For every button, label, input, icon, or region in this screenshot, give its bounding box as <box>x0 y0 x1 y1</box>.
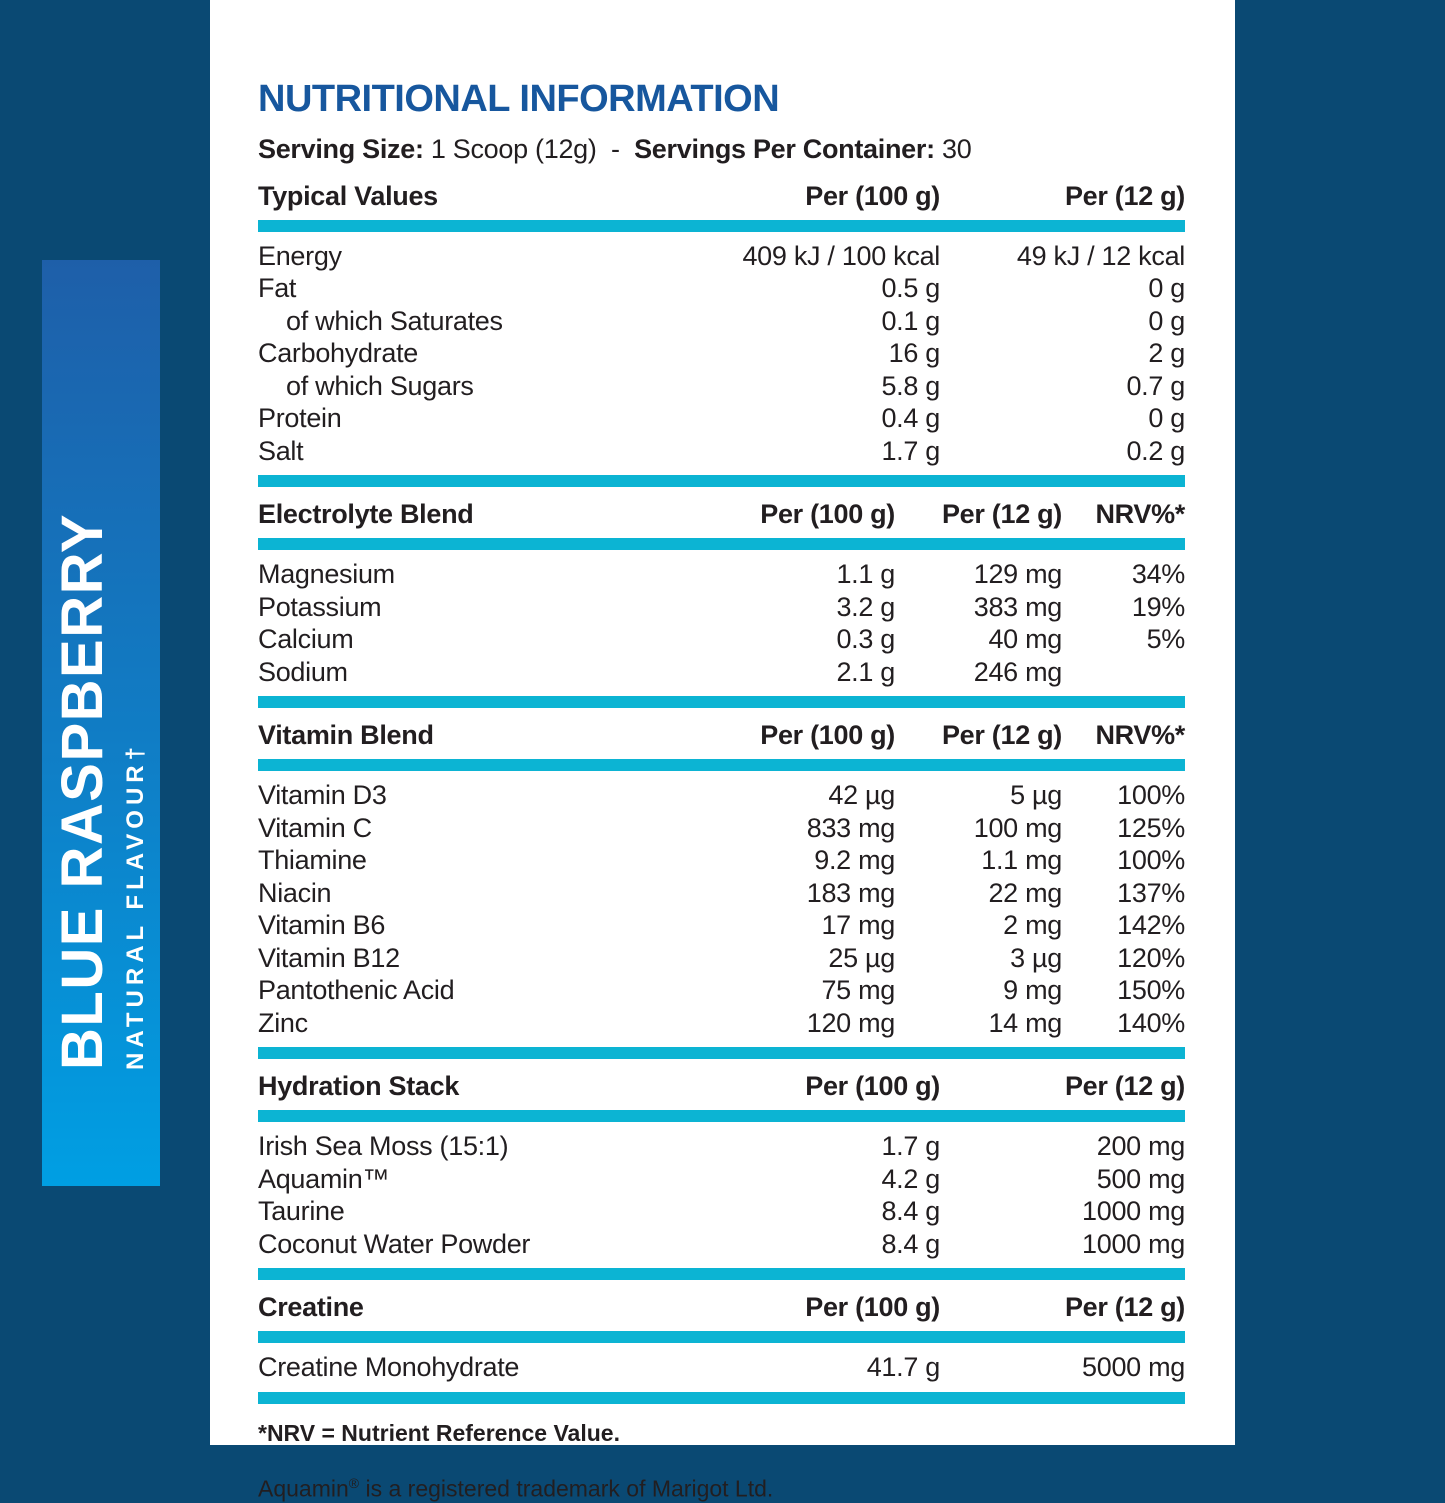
column-header: Per (100 g) <box>760 720 895 751</box>
section-title: Electrolyte Blend <box>258 499 474 530</box>
tables <box>258 169 1185 1404</box>
row-label: Carbohydrate <box>258 338 418 369</box>
row-value: 409 kJ / 100 kcal <box>742 240 940 271</box>
table-row <box>258 877 1185 910</box>
row-value: 1.7 g <box>881 1131 940 1162</box>
section-vitamin-blend <box>258 708 1185 1059</box>
row-value: 200 mg <box>1096 1131 1185 1162</box>
table-row <box>258 370 1185 403</box>
cyan-divider-bar <box>258 759 1185 771</box>
cyan-divider-bar <box>258 1110 1185 1122</box>
row-value: 8.4 g <box>881 1196 940 1227</box>
row-value: 22 mg <box>988 877 1062 908</box>
column-header: Per (12 g) <box>1064 1071 1185 1102</box>
table-row <box>258 779 1185 812</box>
row-value: 1.7 g <box>881 435 940 466</box>
row-value: 16 g <box>888 338 940 369</box>
row-value: 8.4 g <box>881 1228 940 1259</box>
label-content <box>210 0 1235 1503</box>
section-header <box>258 169 1185 220</box>
row-value: 25 µg <box>828 942 895 973</box>
flavor-banner-rotated-text <box>42 260 160 1186</box>
row-value: 1.1 mg <box>981 845 1062 876</box>
table-row <box>258 591 1185 624</box>
row-value: 0 g <box>1148 403 1185 434</box>
row-value: 5 µg <box>1010 780 1062 811</box>
row-label: Niacin <box>258 877 332 908</box>
table-row <box>258 942 1185 975</box>
table-row <box>258 974 1185 1007</box>
flavor-name: BLUE RASPBERRY <box>50 512 115 1070</box>
row-label: Pantothenic Acid <box>258 975 455 1006</box>
section-header <box>258 708 1185 759</box>
serving-separator: - <box>610 133 620 164</box>
row-label: Magnesium <box>258 559 395 590</box>
row-label: Salt <box>258 435 304 466</box>
row-label: of which Sugars <box>286 370 474 401</box>
table-rows <box>258 232 1185 476</box>
row-value: 3 µg <box>1010 942 1062 973</box>
column-header: Per (12 g) <box>1064 1292 1185 1323</box>
row-value: 0.7 g <box>1126 370 1185 401</box>
section-creatine <box>258 1280 1185 1404</box>
row-value: 0.3 g <box>836 624 895 655</box>
row-value: 17 mg <box>821 910 895 941</box>
row-label: Zinc <box>258 1007 308 1038</box>
table-row <box>258 435 1185 468</box>
row-value: 100% <box>1117 780 1185 811</box>
row-value: 0.4 g <box>881 403 940 434</box>
row-value: 183 mg <box>806 877 895 908</box>
cyan-divider-bar <box>258 1392 1185 1404</box>
row-value: 49 kJ / 12 kcal <box>1016 240 1185 271</box>
table-row <box>258 558 1185 591</box>
section-electrolyte-blend <box>258 487 1185 708</box>
row-label: Creatine Monohydrate <box>258 1352 520 1383</box>
section-title: Creatine <box>258 1292 364 1323</box>
nrv-footnote: *NRV = Nutrient Reference Value. <box>258 1419 620 1446</box>
row-label: of which Saturates <box>286 305 503 336</box>
row-label: Calcium <box>258 624 354 655</box>
row-value: 5000 mg <box>1082 1352 1185 1383</box>
table-row <box>258 402 1185 435</box>
serving-size-label: Serving Size: <box>258 133 424 164</box>
row-label: Fat <box>258 273 297 304</box>
row-value: 142% <box>1117 910 1185 941</box>
row-value: 3.2 g <box>836 591 895 622</box>
row-value: 0.5 g <box>881 273 940 304</box>
cyan-divider-bar <box>258 1331 1185 1343</box>
row-value: 500 mg <box>1096 1163 1185 1194</box>
table-row <box>258 337 1185 370</box>
column-header: NRV%* <box>1095 720 1185 751</box>
aquamin-footnote: Aquamin® is a registered trademark of Marigot Ltd. <box>258 1474 774 1502</box>
table-row <box>258 1163 1185 1196</box>
table-row <box>258 909 1185 942</box>
row-value: 1.1 g <box>836 559 895 590</box>
row-label: Potassium <box>258 591 382 622</box>
row-value: 19% <box>1131 591 1185 622</box>
column-header: Per (100 g) <box>805 1292 940 1323</box>
cyan-divider-bar <box>258 538 1185 550</box>
table-row <box>258 844 1185 877</box>
cyan-divider-bar <box>258 696 1185 708</box>
cyan-divider-bar <box>258 475 1185 487</box>
table-row <box>258 1228 1185 1261</box>
table-rows <box>258 771 1185 1047</box>
row-value: 140% <box>1117 1007 1185 1038</box>
table-row <box>258 812 1185 845</box>
serving-line <box>258 134 1185 165</box>
column-header: Per (100 g) <box>760 499 895 530</box>
row-value: 120% <box>1117 942 1185 973</box>
table-row <box>258 272 1185 305</box>
table-row <box>258 1195 1185 1228</box>
registered-trademark-symbol: ® <box>348 1474 360 1491</box>
row-value: 1000 mg <box>1082 1196 1185 1227</box>
row-value: 120 mg <box>806 1007 895 1038</box>
table-rows <box>258 1122 1185 1268</box>
servings-per-container-label: Servings Per Container: <box>634 133 935 164</box>
section-header <box>258 1280 1185 1331</box>
row-value: 5% <box>1146 624 1185 655</box>
row-label: Protein <box>258 403 342 434</box>
row-label: Irish Sea Moss (15:1) <box>258 1131 509 1162</box>
table-row <box>258 305 1185 338</box>
row-value: 137% <box>1117 877 1185 908</box>
row-value: 2 g <box>1148 338 1185 369</box>
cyan-divider-bar <box>258 1268 1185 1280</box>
row-value: 0.1 g <box>881 305 940 336</box>
column-header: Per (100 g) <box>805 1071 940 1102</box>
table-row <box>258 240 1185 273</box>
row-label: Energy <box>258 240 342 271</box>
row-value: 125% <box>1117 812 1185 843</box>
row-value: 4.2 g <box>881 1163 940 1194</box>
column-header: Per (100 g) <box>805 180 940 211</box>
cyan-divider-bar <box>258 1047 1185 1059</box>
row-value: 0 g <box>1148 273 1185 304</box>
row-value: 129 mg <box>973 559 1062 590</box>
section-title: Hydration Stack <box>258 1071 460 1102</box>
row-value: 40 mg <box>988 624 1062 655</box>
row-value: 14 mg <box>988 1007 1062 1038</box>
row-label: Thiamine <box>258 845 367 876</box>
column-header: NRV%* <box>1095 499 1185 530</box>
serving-size-value: 1 Scoop (12g) <box>430 133 597 164</box>
row-value: 9 mg <box>1003 975 1062 1006</box>
flavor-banner <box>42 260 160 1186</box>
row-value: 2.1 g <box>836 656 895 687</box>
table-rows <box>258 1343 1185 1392</box>
row-label: Sodium <box>258 656 348 687</box>
row-value: 833 mg <box>806 812 895 843</box>
row-value: 0.2 g <box>1126 435 1185 466</box>
section-hydration-stack <box>258 1059 1185 1280</box>
row-value: 150% <box>1117 975 1185 1006</box>
row-value: 2 mg <box>1003 910 1062 941</box>
column-header: Per (12 g) <box>941 499 1062 530</box>
row-label: Vitamin D3 <box>258 780 387 811</box>
cyan-divider-bar <box>258 220 1185 232</box>
row-value: 1000 mg <box>1082 1228 1185 1259</box>
row-label: Taurine <box>258 1196 345 1227</box>
row-value: 41.7 g <box>866 1352 940 1383</box>
row-label: Vitamin B6 <box>258 910 386 941</box>
section-header <box>258 1059 1185 1110</box>
section-title: Typical Values <box>258 180 438 211</box>
page-title: NUTRITIONAL INFORMATION <box>258 78 780 120</box>
row-value: 5.8 g <box>881 370 940 401</box>
row-value: 34% <box>1131 559 1185 590</box>
servings-per-container-value: 30 <box>941 133 972 164</box>
flavor-subtitle: NATURAL FLAVOUR† <box>122 742 149 1070</box>
row-value: 9.2 mg <box>814 845 895 876</box>
table-row <box>258 1130 1185 1163</box>
section-header <box>258 487 1185 538</box>
section-title: Vitamin Blend <box>258 720 434 751</box>
row-label: Vitamin B12 <box>258 942 400 973</box>
column-header: Per (12 g) <box>1064 180 1185 211</box>
row-value: 100 mg <box>973 812 1062 843</box>
row-value: 246 mg <box>973 656 1062 687</box>
row-label: Coconut Water Powder <box>258 1228 531 1259</box>
table-row <box>258 1007 1185 1040</box>
table-row <box>258 656 1185 689</box>
row-value: 0 g <box>1148 305 1185 336</box>
row-value: 383 mg <box>973 591 1062 622</box>
row-value: 75 mg <box>821 975 895 1006</box>
table-row <box>258 1351 1185 1384</box>
row-value: 42 µg <box>828 780 895 811</box>
column-header: Per (12 g) <box>941 720 1062 751</box>
section-typical-values <box>258 169 1185 488</box>
table-row <box>258 623 1185 656</box>
row-label: Aquamin™ <box>258 1163 390 1194</box>
row-label: Vitamin C <box>258 812 372 843</box>
label-panel <box>210 0 1235 1502</box>
table-rows <box>258 550 1185 696</box>
row-value: 100% <box>1117 845 1185 876</box>
